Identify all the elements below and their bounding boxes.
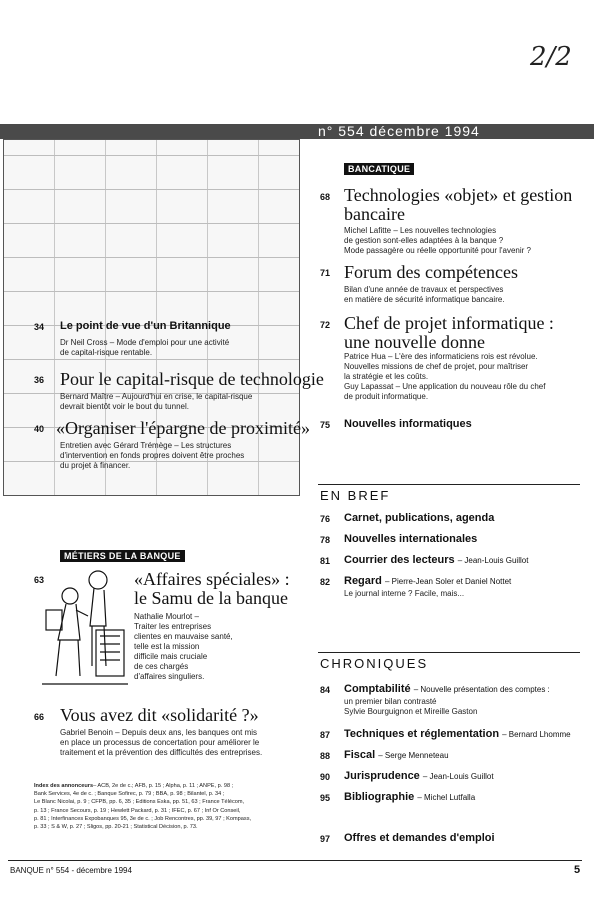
handwritten-note: 2/2 (530, 42, 572, 72)
chronique-page-number: 95 (320, 793, 331, 803)
section-rule (318, 652, 580, 653)
article-page-number: 72 (320, 320, 331, 330)
article-desc: Patrice Hua – L'ère des informaticiens rois est révolue. Nouvelles missions de chef de projet, pour maîtriser la stratégie et les coûts. Guy Lapassat – Une application du nouveau rôle du chef de produit informatique. (344, 352, 546, 401)
article-title: «Affaires spéciales» : le Samu de la banque (134, 569, 290, 608)
chronique-title: Comptabilité – Nouvelle présentation des comptes : (344, 683, 550, 695)
chronique-sub: un premier bilan contrasté Sylvie Bourguignon et Mireille Gaston (344, 697, 478, 716)
brief-page-number: 78 (320, 535, 331, 545)
article-desc: Gabriel Benoin – Depuis deux ans, les banques ont mis en place un processus de concertation pour améliorer le traitement et la prévention des difficultés des entreprises. (60, 728, 263, 757)
advertiser-index: Index des annonceurs– ACB, 2e de c.; AFB, p. 15 ; Alpha, p. 11 ; ANPE, p. 98 ; Bank Services, 4e de c. ; Banque Sofirec, p. 79 ; BBA, p. 98 ; Bilantel, p. 34 ; Le Blanc Nicolai, p. 9 ; CFPB, pp. 6, 35 ; Editions Eska, pp. 51, 63 ; France Télécom, p. 13 ; France Secours, p. 19 ; Hewlett Packard, p. 31 ; IFEC, p. 67 ; Inf Or Conseil, p. 81 ; Interfinances Expobanques 95, 3e de c. ; Job Rencontres, pp. 39, 97 ; Kompass, p. 33 ; S & W, p. 27 ; Sligos, pp. 20-21 ; Statistical Décision, p. 73. (34, 783, 252, 831)
page-number: 5 (574, 864, 581, 876)
article-desc: Michel Lafitte – Les nouvelles technologies de gestion sont-elles adaptées à la banque ? Mode passagère ou réelle opportunité pour l'avenir ? (344, 226, 531, 255)
feature-desc: Bernard Maître – Aujourd'hui en crise, le capital-risque devrait bientôt voir le bout du tunnel. (60, 392, 253, 411)
feature-title: «Organiser l'épargne de proximité» (56, 418, 311, 438)
section-heading-chroniques: CHRONIQUES (320, 656, 429, 671)
brief-sub: Le journal interne ? Facile, mais... (344, 589, 465, 598)
feature-title: Pour le capital-risque de technologie (60, 369, 324, 389)
brief-page-number: 82 (320, 577, 331, 587)
brief-title: Regard – Pierre-Jean Soler et Daniel Nottet (344, 575, 512, 587)
feature-title: Le point de vue d'un Britannique (60, 320, 231, 332)
feature-page-number: 36 (34, 375, 45, 385)
bankers-cartoon-illustration (40, 566, 130, 690)
article-page-number: 63 (34, 575, 45, 585)
article-page-number: 66 (34, 712, 45, 722)
section-heading-en-bref: EN BREF (320, 488, 391, 503)
chronique-title: Bibliographie – Michel Lutfalla (344, 791, 476, 803)
chronique-page-number: 97 (320, 834, 331, 844)
article-desc: Bilan d'une année de travaux et perspectives en matière de sécurité informatique bancaire. (344, 285, 505, 304)
issue-banner-text: n° 554 décembre 1994 (318, 123, 480, 139)
section-tag-metiers: MÉTIERS DE LA BANQUE (60, 550, 185, 562)
article-desc: Nathalie Mourlot – Traiter les entreprises clientes en mauvaise santé, telle est la mission difficile mais cruciale de ces chargés d'affaires singuliers. (134, 612, 233, 681)
brief-page-number: 76 (320, 514, 331, 524)
issue-banner (0, 124, 594, 139)
chronique-page-number: 88 (320, 751, 331, 761)
chronique-title: Offres et demandes d'emploi (344, 832, 495, 844)
article-title: Chef de projet informatique : une nouvelle donne (344, 313, 554, 352)
article-page-number: 71 (320, 268, 331, 278)
article-title: Nouvelles informatiques (344, 418, 472, 430)
feature-page-number: 40 (34, 424, 45, 434)
feature-page-number: 34 (34, 322, 45, 332)
article-title: Forum des compétences (344, 262, 518, 282)
chronique-page-number: 84 (320, 685, 331, 695)
brief-title: Nouvelles internationales (344, 533, 478, 545)
feature-desc: Dr Neil Cross – Mode d'emploi pour une activité de capital-risque rentable. (60, 338, 230, 357)
chronique-title: Jurisprudence – Jean-Louis Guillot (344, 770, 494, 782)
article-title: Technologies «objet» et gestion bancaire (344, 185, 573, 224)
brief-page-number: 81 (320, 556, 331, 566)
article-page-number: 68 (320, 192, 331, 202)
chronique-page-number: 87 (320, 730, 331, 740)
section-rule (318, 484, 580, 485)
footer-rule (8, 860, 582, 861)
footer-issue: BANQUE n° 554 - décembre 1994 (10, 866, 132, 875)
feature-desc: Entretien avec Gérard Trémège – Les structures d'intervention en fonds propres doivent être proches du projet à financer. (60, 441, 245, 470)
section-tag-bancatique: BANCATIQUE (344, 163, 414, 175)
article-page-number: 75 (320, 420, 331, 430)
brief-title: Courrier des lecteurs – Jean-Louis Guillot (344, 554, 529, 566)
brief-title: Carnet, publications, agenda (344, 512, 495, 524)
article-title: Vous avez dit «solidarité ?» (60, 705, 259, 725)
chronique-page-number: 90 (320, 772, 331, 782)
chronique-title: Techniques et réglementation – Bernard Lhomme (344, 728, 571, 740)
chronique-title: Fiscal – Serge Menneteau (344, 749, 449, 761)
